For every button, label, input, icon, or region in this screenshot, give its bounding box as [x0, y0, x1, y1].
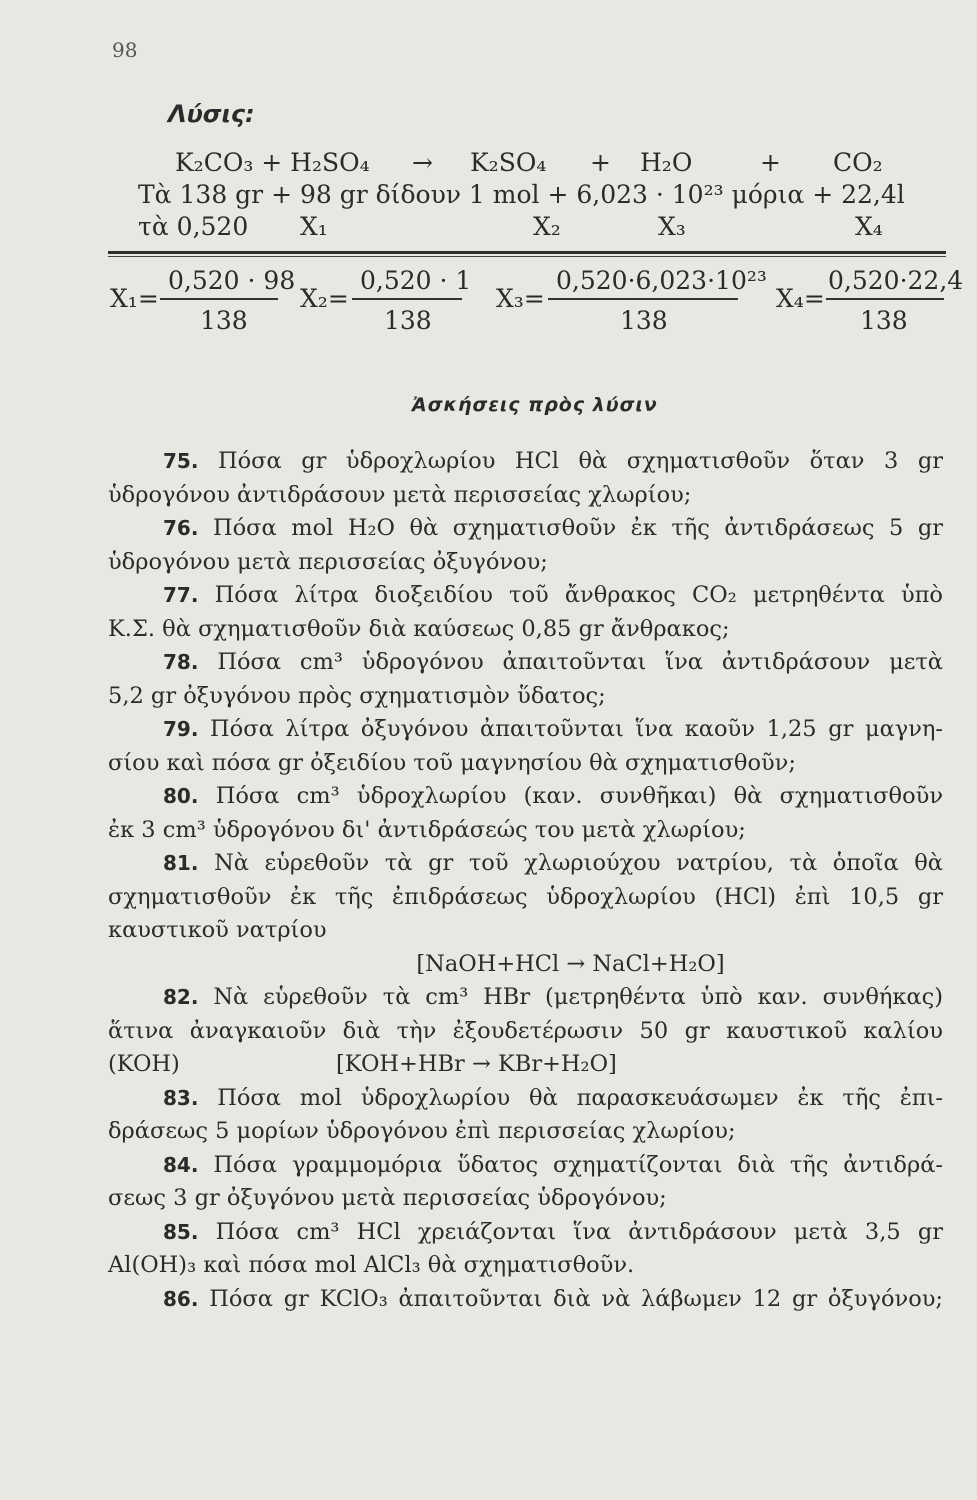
exercise-84: [108, 1149, 943, 1216]
reaction-formula: [NaOH+HCl → NaCl+H₂O]: [416, 950, 725, 977]
exercise-text: σεως 3 gr ὀξυγόνου μετὰ περισσείας ὑδρογόνου;: [108, 1185, 667, 1211]
fraction-x4: [776, 266, 964, 346]
fraction-bar: [160, 298, 278, 300]
exercise-text: σίου καὶ πόσα gr ὀξειδίου τοῦ μαγνησίου θὰ σχηματισθοῦν;: [108, 749, 796, 776]
exercise-text: δράσεως 5 μορίων ὑδρογόνου ἐπὶ περισσείας χλωρίου;: [108, 1118, 736, 1144]
exercise-text: Πόσα mol ὑδροχλωρίου θὰ παρασκευάσωμεν ἐκ τῆς ἐπι-: [217, 1084, 943, 1111]
exercise-86: [108, 1283, 943, 1317]
exercise-text: Πόσα λίτρα διοξειδίου τοῦ ἄνθρακος CO₂ μετρηθέντα ὑπὸ: [214, 582, 943, 608]
solution-title: Λύσις:: [168, 100, 255, 128]
fraction-numerator: 0,520 · 1: [360, 266, 472, 295]
exercise-number: 86.: [163, 1286, 199, 1311]
exercise-number: 83.: [163, 1085, 199, 1110]
exercise-list: [108, 445, 943, 1316]
exercise-text: Πόσα gr KClO₃ ἀπαιτοῦνται διὰ νὰ λάβωμεν 12 gr ὀξυγόνου;: [209, 1285, 943, 1312]
exercise-75: [108, 445, 943, 512]
exercise-text: Πόσα mol H₂O θὰ σχηματισθοῦν ἐκ τῆς ἀντιδράσεως 5 gr: [212, 515, 944, 541]
reaction-formula: [KOH+HBr → KBr+H₂O]: [336, 1051, 617, 1077]
exercise-number: 85.: [163, 1219, 199, 1244]
exercise-text: Πόσα λίτρα ὀξυγόνου ἀπαιτοῦνται ἵνα καοῦν 1,25 gr μαγνη-: [210, 716, 943, 742]
fraction-bar: [826, 298, 944, 300]
exercise-77: [108, 579, 943, 646]
exercise-text: καυστικοῦ νατρίου: [108, 917, 327, 943]
unknown-x2: X₂: [533, 212, 561, 241]
exercise-number: 80.: [163, 784, 199, 808]
exercise-number: 78.: [163, 650, 199, 674]
exercise-number: 82.: [163, 985, 199, 1009]
exercise-text: Al(OH)₃ καὶ πόσα mol AlCl₃ θὰ σχηματισθοῦν.: [108, 1252, 635, 1278]
fraction-denominator: 138: [860, 306, 908, 335]
exercise-text: Πόσα cm³ ὑδρογόνου ἀπαιτοῦνται ἵνα ἀντιδράσουν μετὰ: [217, 649, 944, 675]
exercise-number: 84.: [163, 1152, 199, 1177]
exercise-text: ἐκ 3 cm³ ὑδρογόνου δι' ἀντιδράσεώς του μετὰ χλωρίου;: [108, 816, 746, 843]
fraction-denominator: 138: [200, 306, 248, 335]
exercise-81: [108, 847, 943, 981]
exercise-number: 79.: [163, 717, 199, 741]
fraction-label: X₂=: [300, 284, 349, 313]
exercise-number: 75.: [163, 449, 199, 473]
exercise-text: (KOH): [108, 1051, 180, 1077]
equation-row: [0, 148, 977, 182]
exercise-number: 81.: [163, 851, 199, 875]
exercise-text: ὑδρογόνου ἀντιδράσουν μετὰ περισσείας χλωρίου;: [108, 481, 692, 508]
exercise-82: [108, 981, 943, 1082]
exercise-text: Νὰ εὑρεθοῦν τὰ gr τοῦ χλωριούχου νατρίου, τὰ ὁποῖα θὰ: [214, 850, 943, 876]
fraction-bar: [548, 298, 738, 300]
eq-plus-2: +: [760, 148, 781, 177]
unknown-x4: X₄: [855, 212, 883, 241]
ratio-text: Τὰ 138 gr + 98 gr δίδουν 1 mol + 6,023 · 10²³ μόρια + 22,4l: [138, 180, 905, 209]
separator-line-thin: [108, 256, 946, 257]
fraction-numerator: 0,520 · 98: [168, 266, 296, 295]
fraction-x2: [300, 266, 470, 346]
separator-line: [108, 251, 946, 254]
exercise-79: [108, 713, 943, 780]
fraction-label: X₁=: [110, 284, 159, 313]
fraction-numerator: 0,520·22,4: [828, 266, 964, 295]
exercise-text: ἅτινα ἀναγκαιοῦν διὰ τὴν ἐξουδετέρωσιν 50 gr καυστικοῦ καλίου: [108, 1017, 943, 1044]
unknown-x3: X₃: [658, 212, 686, 241]
eq-product-1: K₂SO₄: [470, 148, 547, 177]
fraction-x3: [496, 266, 767, 346]
eq-product-3: CO₂: [833, 148, 883, 177]
fraction-denominator: 138: [620, 306, 668, 335]
eq-product-2: H₂O: [640, 148, 693, 177]
fraction-bar: [352, 298, 462, 300]
exercise-text: Πόσα γραμμομόρια ὕδατος σχηματίζονται διὰ τῆς ἀντιδρά-: [213, 1151, 944, 1178]
eq-arrow: →: [412, 148, 433, 177]
exercise-number: 76.: [163, 516, 199, 540]
fraction-label: X₄=: [776, 284, 825, 313]
exercise-number: 77.: [163, 583, 199, 607]
exercise-78: [108, 646, 943, 713]
fraction-label: X₃=: [496, 284, 545, 313]
fraction-x1: [110, 266, 296, 346]
exercise-83: [108, 1082, 943, 1149]
exercise-text: Πόσα gr ὑδροχλωρίου HCl θὰ σχηματισθοῦν ὅταν 3 gr: [217, 448, 944, 474]
eq-plus-1: +: [590, 148, 611, 177]
unknowns-lead: τὰ 0,520: [138, 212, 249, 241]
exercise-76: [108, 512, 943, 579]
exercise-text: Κ.Σ. θὰ σχηματισθοῦν διὰ καύσεως 0,85 gr ἄνθρακος;: [108, 615, 730, 642]
exercise-85: [108, 1216, 943, 1283]
exercise-text: 5,2 gr ὀξυγόνου πρὸς σχηματισμὸν ὕδατος;: [108, 682, 606, 709]
exercise-text: ὑδρογόνου μετὰ περισσείας ὀξυγόνου;: [108, 548, 548, 575]
exercise-text: Πόσα cm³ HCl χρειάζονται ἵνα ἀντιδράσουν μετὰ 3,5 gr: [215, 1218, 943, 1245]
fraction-numerator: 0,520·6,023·10²³: [556, 266, 767, 295]
exercise-text: Πόσα cm³ ὑδροχλωρίου (καν. συνθῆκαι) θὰ σχηματισθοῦν: [215, 783, 943, 809]
eq-reactants: K₂CO₃ + H₂SO₄: [175, 148, 370, 177]
unknowns-row: [0, 212, 977, 246]
exercise-text: σχηματισθοῦν ἐκ τῆς ἐπιδράσεως ὑδροχλωρίου (HCl) ἐπὶ 10,5 gr: [108, 883, 943, 910]
exercise-text: Νὰ εὑρεθοῦν τὰ cm³ HBr (μετρηθέντα ὑπὸ καν. συνθήκας): [213, 984, 943, 1010]
fraction-denominator: 138: [384, 306, 432, 335]
page-number: 98: [112, 38, 138, 62]
unknown-x1: X₁: [300, 212, 328, 241]
exercise-80: [108, 780, 943, 847]
exercises-heading: Ἀσκήσεις πρὸς λύσιν: [412, 394, 658, 416]
ratio-row: [0, 180, 977, 214]
